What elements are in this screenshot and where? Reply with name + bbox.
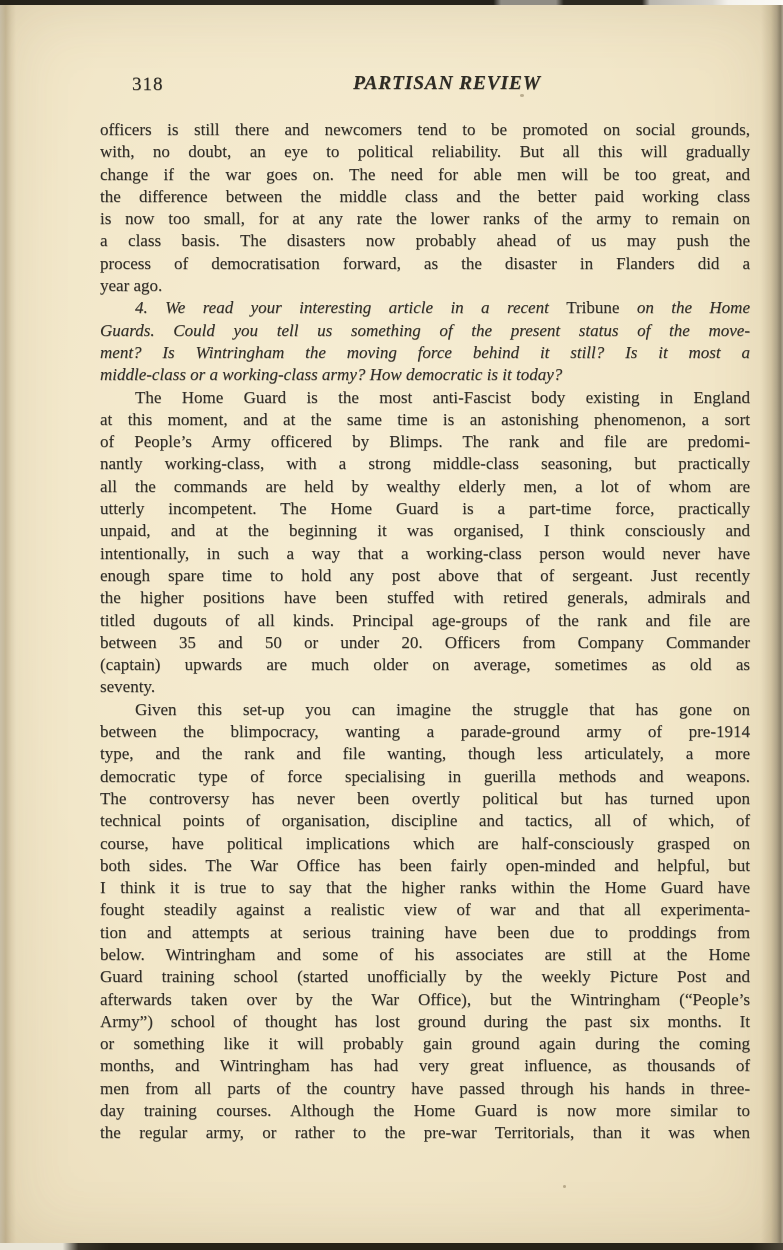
text-line: [100, 387, 750, 409]
scan-edge-bottom: [0, 1243, 783, 1250]
text-line: [100, 966, 750, 988]
roman-text-run: Army”) school of thought has lost ground during the past six months. It: [100, 1011, 750, 1031]
roman-text-run: months, and Wintringham has had very great influence, as thousands of: [100, 1056, 750, 1076]
text-line: [100, 275, 750, 297]
roman-text-run: day training courses. Although the Home Guard is now more similar to: [100, 1101, 750, 1121]
roman-text-run: fought steadily against a realistic view of war and that all experimenta-: [100, 900, 750, 920]
roman-text-run: officers is still there and newcomers tend to be promoted on social grounds,: [100, 120, 750, 139]
text-line: [100, 543, 750, 565]
roman-text-run: of People’s Army officered by Blimps. The rank and file are predomi-: [100, 432, 750, 452]
ink-speck: [520, 94, 524, 97]
text-line: [100, 342, 750, 364]
roman-text-run: unpaid, and at the beginning it was organised, I think consciously and: [100, 521, 750, 541]
roman-text-run: utterly incompetent. The Home Guard is a part-time force, practically: [100, 499, 750, 519]
italic-text-run: on the Home: [619, 298, 750, 318]
text-line: [100, 721, 750, 743]
roman-text-run: or something like it will probably gain ground again during the coming: [100, 1034, 750, 1054]
text-line: [100, 208, 750, 230]
roman-text-run: change if the war goes on. The need for able men will be too great, and: [100, 164, 750, 184]
roman-text-run: process of democratisation forward, as the disaster in Flanders did a: [100, 253, 750, 273]
roman-text-run: intentionally, in such a way that a working-class person would never have: [100, 543, 750, 563]
text-line: [100, 654, 750, 676]
text-line: [100, 676, 750, 698]
roman-text-run: I think it is true to say that the higher ranks within the Home Guard have: [100, 878, 750, 898]
text-line: [100, 855, 750, 877]
roman-text-run: the regular army, or rather to the pre-war Territorials, than it was when: [100, 1123, 750, 1143]
text-line: [100, 431, 750, 453]
text-line: [100, 632, 750, 654]
roman-text-run: year ago.: [100, 276, 163, 296]
roman-text-run: a class basis. The disasters now probably ahead of us may push the: [100, 231, 750, 251]
text-line: [100, 186, 750, 208]
roman-text-run: Given this set-up you can imagine the struggle that has gone on: [135, 699, 750, 719]
text-block: [100, 119, 750, 1145]
text-line: [100, 164, 750, 186]
text-line: [100, 565, 750, 587]
italic-text-run: ment? Is Wintringham the moving force behind it still? Is it most a: [100, 342, 750, 362]
text-line: [100, 989, 750, 1011]
text-line: [100, 1078, 750, 1100]
text-line: [100, 364, 750, 386]
text-line: [100, 1033, 750, 1055]
roman-text-run: between the blimpocracy, wanting a parade-ground army of pre-1914: [100, 722, 750, 742]
roman-text-run: between 35 and 50 or under 20. Officers from Company Commander: [100, 632, 750, 652]
roman-text-run: nantly working-class, with a strong middle-class seasoning, but practically: [100, 454, 750, 474]
text-line: [100, 141, 750, 163]
roman-text-run: (captain) upwards are much older on average, sometimes as old as: [100, 655, 750, 675]
text-line: [100, 1011, 750, 1033]
text-line: [100, 788, 750, 810]
text-line: [100, 1122, 750, 1144]
roman-text-run: type, and the rank and file wanting, though less articulately, a more: [100, 744, 750, 764]
text-line: [100, 476, 750, 498]
text-line: [100, 498, 750, 520]
page-number: 318: [132, 74, 164, 95]
text-line: [100, 944, 750, 966]
text-line: [100, 877, 750, 899]
text-line: [100, 833, 750, 855]
journal-title: PARTISAN REVIEW: [353, 73, 541, 94]
running-head: [100, 73, 750, 99]
italic-text-run: Guards. Could you tell us something of the present status of the move-: [100, 320, 750, 340]
roman-text-run: at this moment, and at the same time is an astonishing phenomenon, a sort: [100, 409, 750, 429]
text-line: [100, 453, 750, 475]
roman-text-run: Tribune: [566, 298, 620, 318]
roman-text-run: course, have political implications which are half-consciously grasped on: [100, 833, 750, 853]
text-line: [100, 610, 750, 632]
italic-text-run: middle-class or a working-class army? How democratic is it today?: [100, 365, 563, 385]
roman-text-run: democratic type of force specialising in guerilla methods and weapons.: [100, 766, 750, 786]
roman-text-run: is now too small, for at any rate the lower ranks of the army to remain on: [100, 209, 750, 229]
roman-text-run: men from all parts of the country have passed through his hands in three-: [100, 1078, 750, 1098]
text-line: [100, 743, 750, 765]
text-line: [100, 409, 750, 431]
text-line: [100, 587, 750, 609]
roman-text-run: afterwards taken over by the War Office), but the Wintringham (“People’s: [100, 989, 750, 1009]
roman-text-run: titled dugouts of all kinds. Principal age-groups of the rank and file are: [100, 610, 750, 630]
text-line: [100, 230, 750, 252]
text-line: [100, 922, 750, 944]
ink-speck: [563, 1185, 566, 1188]
text-line: [100, 253, 750, 275]
roman-text-run: The controversy has never been overtly political but has turned upon: [100, 788, 750, 808]
text-line: [100, 320, 750, 342]
roman-text-run: the difference between the middle class and the better paid working class: [100, 186, 750, 206]
roman-text-run: with, no doubt, an eye to political reliability. But all this will gradually: [100, 142, 750, 162]
roman-text-run: Guard training school (started unofficially by the weekly Picture Post and: [100, 967, 750, 987]
text-line: [100, 766, 750, 788]
roman-text-run: all the commands are held by wealthy elderly men, a lot of whom are: [100, 476, 750, 496]
roman-text-run: technical points of organisation, discipline and tactics, all of which, of: [100, 811, 750, 831]
text-line: [100, 119, 750, 141]
page-edge-right: [761, 0, 783, 1250]
text-line: [100, 1055, 750, 1077]
text-line: [100, 699, 750, 721]
text-line: [100, 520, 750, 542]
roman-text-run: The Home Guard is the most anti-Fascist body existing in England: [135, 387, 750, 407]
gutter-shadow-left: [0, 0, 16, 1250]
roman-text-run: below. Wintringham and some of his associates are still at the Home: [100, 944, 750, 964]
text-line: [100, 297, 750, 319]
text-line: [100, 810, 750, 832]
text-line: [100, 899, 750, 921]
roman-text-run: the higher positions have been stuffed with retired generals, admirals and: [100, 588, 750, 608]
scan-edge-top: [0, 0, 783, 5]
text-line: [100, 1100, 750, 1122]
roman-text-run: both sides. The War Office has been fairly open-minded and helpful, but: [100, 855, 750, 875]
roman-text-run: tion and attempts at serious training have been due to proddings from: [100, 922, 750, 942]
italic-text-run: 4. We read your interesting article in a recent: [135, 298, 567, 318]
roman-text-run: seventy.: [100, 677, 156, 697]
roman-text-run: enough spare time to hold any post above that of sergeant. Just recently: [100, 565, 750, 585]
